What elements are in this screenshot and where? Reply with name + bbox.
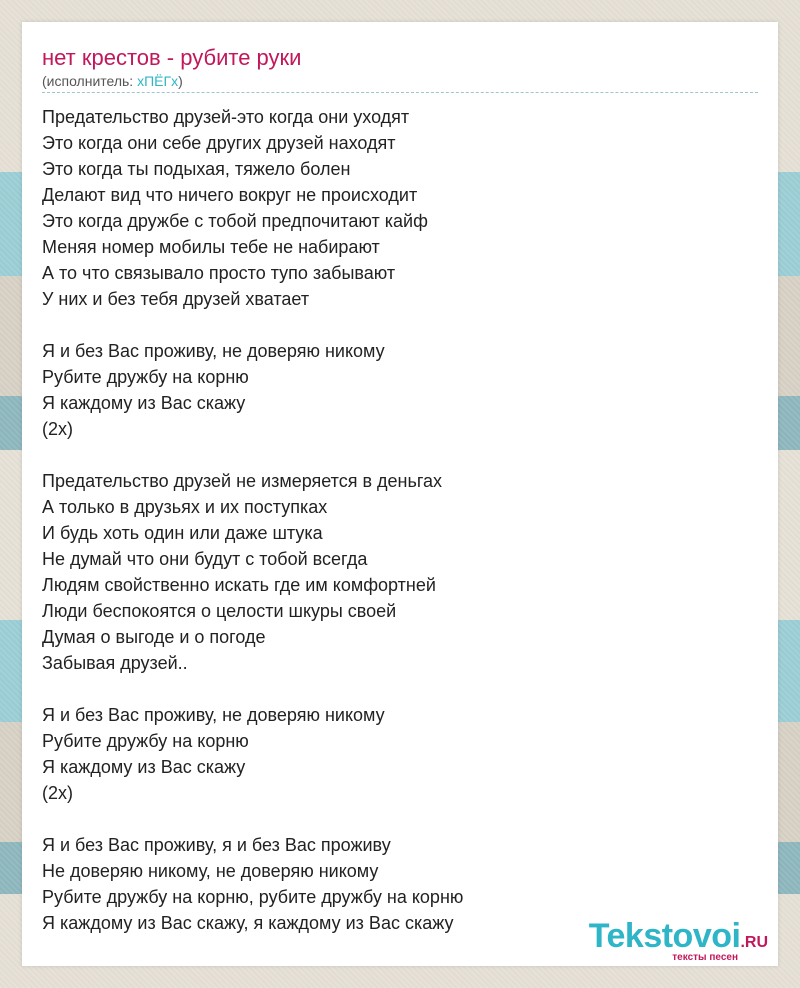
performer-line [42,72,758,90]
lyric-line: А только в друзьях и их поступках [42,497,328,517]
lyric-line: У них и без тебя друзей хватает [42,289,310,309]
logo-tagline: тексты песен [672,952,738,963]
lyric-line: Я каждому из Вас скажу, я каждому из Вас скажу [42,913,454,933]
lyric-line: Забывая друзей.. [42,653,188,673]
lyric-line: Людям свойственно искать где им комфортней [42,575,436,595]
lyric-line: Предательство друзей не измеряется в деньгах [42,471,443,491]
lyric-line: Меняя номер мобилы тебе не набирают [42,237,380,257]
lyric-line: Рубите дружбу на корню [42,367,249,387]
performer-link[interactable]: хПЁГх [137,73,179,89]
lyrics-text [42,104,758,936]
lyric-line: Делают вид что ничего вокруг не происходит [42,185,418,205]
lyric-line: Это когда ты подыхая, тяжело болен [42,159,351,179]
lyric-line: (2х) [42,419,73,439]
lyric-line: (2х) [42,783,73,803]
lyric-line: А то что связывало просто тупо забывают [42,263,396,283]
lyric-line: Рубите дружбу на корню [42,731,249,751]
lyric-line: Это когда они себе других друзей находят [42,133,396,153]
lyric-blank-line [42,312,758,338]
lyric-line: Я и без Вас проживу, не доверяю никому [42,341,385,361]
lyric-line: Я каждому из Вас скажу [42,393,246,413]
lyric-line: Предательство друзей-это когда они уходят [42,107,410,127]
performer-suffix: ) [178,73,183,89]
lyrics-card [22,22,778,966]
lyric-line: Это когда дружбе с тобой предпочитают кайф [42,211,428,231]
lyric-blank-line [42,806,758,832]
lyric-line: Я и без Вас проживу, я и без Вас проживу [42,835,391,855]
header-divider [42,92,758,93]
lyric-line: И будь хоть один или даже штука [42,523,323,543]
site-logo[interactable] [589,918,768,964]
lyric-line: Люди беспокоятся о целости шкуры своей [42,601,397,621]
lyric-line: Думая о выгоде и о погоде [42,627,266,647]
song-title: нет крестов - рубите руки [42,45,302,70]
lyric-blank-line [42,442,758,468]
performer-prefix: (исполнитель: [42,73,138,89]
logo-tld: .RU [740,934,768,951]
lyric-line: Не доверяю никому, не доверяю никому [42,861,379,881]
logo-wordmark: Tekstovoi [588,917,741,955]
song-header [42,44,758,90]
lyric-line: Не думай что они будут с тобой всегда [42,549,368,569]
lyric-blank-line [42,676,758,702]
lyric-line: Я и без Вас проживу, не доверяю никому [42,705,385,725]
lyric-line: Рубите дружбу на корню, рубите дружбу на корню [42,887,464,907]
lyric-line: Я каждому из Вас скажу [42,757,246,777]
